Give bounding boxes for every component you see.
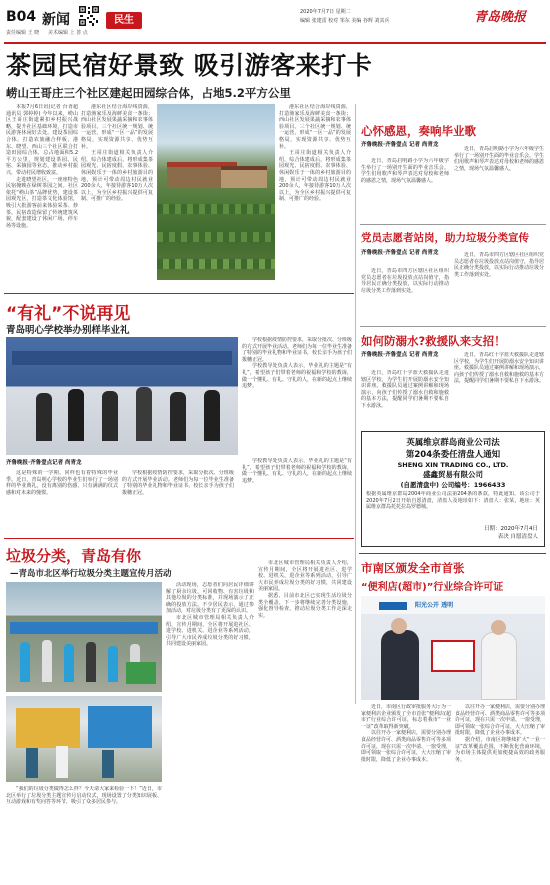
main-headline: 茶园民宿好景致 吸引游客来打卡: [6, 51, 373, 80]
drowning-story-column-2: [454, 352, 544, 426]
tea-garden-photo: [157, 104, 275, 280]
photo-wall-sign: 阳光公开 透明: [415, 602, 454, 609]
masthead: [0, 0, 550, 44]
main-paragraph-1: 本报7月6日讯(记者 台胥超 通讯员 郭婷婷) 今年以来，崂山区王哥庄街道紧扣乡村振兴战略，提升社区基础环境，打造市民游客休闲好去处。建设茶园综合体，打造农旅融合样板，港东、晓望、西山三个社区联合打造田园综合体，总占地面积5.2平方公里，规划建设茶园、民宿、采摘园等业态，推动乡村振兴，带动村民增收致富。: [6, 104, 78, 176]
graduation-story-right-column: [242, 337, 352, 455]
graduation-story-column-2: [122, 470, 234, 532]
notice-status: (自愿清盘中) 公司编号：1966433: [400, 481, 506, 489]
garbage-story-column-1: [6, 786, 162, 876]
music-story-column-2: [454, 146, 544, 220]
graduation-headline: “有礼”不说再见: [6, 304, 131, 324]
graduation-story-column-1: [6, 470, 118, 532]
main-story-column-1: [6, 104, 78, 286]
notice-date: 日期：2020年7月4日: [484, 526, 538, 532]
notice-title-1: 英属维京群岛商业公司法: [406, 438, 500, 448]
garbage-subheadline: —青岛市北区举行垃圾分类主题宣传月活动: [10, 569, 172, 579]
drowning-headline: 如何防溺水?救援队来支招！: [361, 334, 506, 348]
garbage-paragraph-2: 活动现场，志愿者们向居民详细讲解了厨余垃圾、可回收物、有害垃圾和其他垃圾的分类标准，并现场演示了正确的投放方法。不少居民表示，通过参加活动，对垃圾分类有了更深的认识。: [166, 582, 254, 615]
section-rule-3: [359, 553, 546, 554]
shop-story-column-1: [361, 704, 451, 876]
party-headline: 党员志愿者站岗，助力垃圾分类宣传: [361, 232, 529, 244]
drowning-byline: 齐鲁晚报·齐鲁壹点 记者 尚青龙: [361, 352, 439, 358]
right-divider-2: [360, 326, 546, 327]
garbage-event-photo: [6, 582, 162, 692]
shop-story-column-2: [455, 704, 545, 876]
graduation-byline: 齐鲁晚报·齐鲁壹点记者 尚青龙: [6, 460, 82, 466]
page-number: B04: [6, 9, 37, 25]
column-divider: [355, 104, 356, 704]
notice-company-en: SHENG XIN TRADING CO., LTD.: [397, 461, 509, 469]
garbage-story-column-2: [166, 582, 254, 876]
staff-credits: 编辑 张建雷 校对 邹东 美编 谷辉 刘其兵: [300, 18, 390, 24]
section-rule-1: [4, 293, 354, 294]
main-paragraph-3b: 港东社区结合海岸线资源，打造渔家乐及海鲜美食一条街；西山社区发展果蔬采摘和农事体验项目。三个社区统一规划、统一运营，形成“一区一品”的发展格局，实现资源共享、优势互补。: [279, 104, 351, 150]
notice-title-2: 第204条委任清盘人通知: [405, 450, 501, 460]
main-subheadline: 崂山王哥庄三个社区建起田园综合体，占地5.2平方公里: [6, 86, 291, 100]
license-ceremony-photo: [361, 596, 545, 700]
music-byline: 齐鲁晚报·齐鲁壹点 记者 尚青龙: [361, 142, 439, 148]
shop-headline: 市南区颁发全市首张: [361, 561, 465, 575]
right-divider-1: [360, 224, 546, 225]
music-headline: 心怀感恩，奏响毕业歌: [361, 124, 476, 138]
party-paragraph-1b: 近日，青岛市四方区辖区社区组织党员志愿者在垃圾投放点站岗值守，指导居民正确分类投放，以实际行动推动垃圾分类工作落到实处。: [454, 252, 544, 278]
music-story-column-1: [361, 158, 449, 220]
drowning-story-column-1: [361, 370, 449, 426]
graduation-paragraph-3b: 学校教导处负责人表示，毕业礼的主题是“有礼”，希望孩子们带着老师的祝福和学校的教诲，做一个懂礼、有礼、守礼的人，在新的起点上继续追梦。: [242, 458, 352, 484]
shop-paragraph-1: 近日，市南区行政审批服务大厅为一家便利店企业颁发了全市首张“便利店(超市)”行业综合许可证，标志着我市“一业一证”改革取得新突破。: [361, 704, 451, 730]
garbage-booth-photo: [6, 696, 162, 782]
garbage-paragraph-4: 据悉，目前市北区已实现生活垃圾分类全覆盖，下一步将继续完善分类设施，强化督导检查，推动垃圾分类工作走深走实。: [258, 592, 352, 619]
drowning-paragraph-1b: 近日，青岛红十字蓝天救援队走进辖区学校，为学生们开展防溺水安全知识讲座。救援队员通过案例讲解和现场演示，向孩子们传授了溺水自救和施救的基本方法，提醒同学们暑期不要私自下水游泳。: [454, 352, 544, 385]
notice-company-cn: 盛鑫贸易有限公司: [423, 470, 483, 479]
graduation-paragraph-2b: 学校根据疫情防控要求，采取分批次、分班级的方式开展毕业活动。老师们为每一位毕业生准备了特别的毕业礼物和毕业证书，校长亲手为孩子们拨穗正冠。: [122, 470, 234, 496]
shop-paragraph-2: 以往开办一家便利店，需要分别办理食品经营许可、酒类商品零售许可等多项许可证，现在只需一次申请、一窗受理，即可领取一张综合许可证，大大压缩了审批时限，降低了企业办事成本。: [361, 730, 451, 763]
masthead-rule: [4, 42, 546, 44]
garbage-paragraph-1: “我们的垃圾分类做得怎么样？今天请大家来检验一下！”近日，市北区举行了垃圾分类主题宣传月启动仪式，现场设置了分类知识展板、互动游戏和有奖问答等环节，吸引了众多居民参与。: [6, 786, 162, 806]
drowning-paragraph-1: 近日，青岛红十字蓝天救援队走进辖区学校，为学生们开展防溺水安全知识讲座。救援队员通过案例讲解和现场演示，向孩子们传授了溺水自救和施救的基本方法，提醒同学们暑期不要私自下水游泳。: [361, 370, 449, 409]
graduation-paragraph-1: 这是特殊的一学期，同样也有着特殊的毕业季。近日，青岛明心学校的毕业生们举行了一场别样的毕业典礼，没有离别的伤感，只有满满的仪式感和对未来的憧憬。: [6, 470, 118, 496]
graduation-photo: [6, 337, 238, 455]
garbage-story-column-3: [258, 560, 352, 876]
main-story-column-3: [279, 104, 351, 286]
notice-body: 根据英属维京群岛2004年商业公司法第204条的条款，特此通知，该公司于2020年7月2日开始自愿清盘，清盘人及地址如下：清盘人：张某，地址：英属维京群岛托托拉岛罗德城。: [366, 491, 540, 511]
shop-headline-line-2: “便利店(超市)”行业综合许可证: [361, 582, 504, 593]
editor-credit: 责任编辑 王 晓: [6, 30, 40, 36]
section-tag-label: 民生: [114, 15, 134, 26]
section-rule-2: [4, 538, 354, 539]
shop-paragraph-2b: 以往开办一家便利店，需要分别办理食品经营许可、酒类商品零售许可等多项许可证，现在只需一次申请、一窗受理，即可领取一张综合许可证，大大压缩了审批时限，降低了企业办事成本。: [455, 704, 545, 737]
garbage-paragraph-3b: 市北区城市管理局相关负责人介绍，宣传月期间，全区将开展进社区、进学校、进机关、进企业等系列活动，引导广大市民养成垃圾分类的好习惯，共同建设美丽家园。: [258, 560, 352, 593]
main-story-column-2: [81, 104, 153, 286]
graduation-paragraph-2: 学校根据疫情防控要求，采取分批次、分班级的方式开展毕业活动。老师们为每一位毕业生准备了特别的毕业礼物和毕业证书，校长亲手为孩子们拨穗正冠。: [242, 337, 352, 363]
main-paragraph-2: 走进晓望社区，一座座特色民宿掩映在绿树茶园之间。社区依托“崂山茶”品牌优势，建设茶园观光区，打造茶文化体验馆，吸引大批游客前来体验采茶、炒茶。民宿改造保留了传统建筑风貌，配套建设了休闲广场、停车场等设施。: [6, 176, 78, 229]
graduation-story-column-3: [242, 458, 352, 532]
issue-date: 2020年7月7日 星期二: [300, 9, 351, 15]
music-paragraph-1: 近日，青岛启明路小学为六年级学生举行了一场别开生面的毕业音乐会。学生们用歌声和琴声表达对母校和老师的感恩之情，现场气氛温馨感人。: [361, 158, 449, 184]
notice-signer: 表决 自愿清盘人: [497, 534, 538, 540]
music-paragraph-1b: 近日，青岛启明路小学为六年级学生举行了一场别开生面的毕业音乐会。学生们用歌声和琴声表达对母校和老师的感恩之情，现场气氛温馨感人。: [454, 146, 544, 172]
main-paragraph-4b: 王哥庄街道相关负责人介绍，综合体建成后，将形成集茶园观光、民宿度假、农事体验、休闲娱乐于一体的乡村旅游目的地，预计可带动周边村民就业200余人，年接待游客10万人次以上，为全区乡村振兴提供可复制、可推广的经验。: [279, 150, 351, 203]
party-story-column-1: [361, 268, 449, 322]
newspaper-logo: 青岛晚报: [474, 10, 527, 25]
qr-code-icon[interactable]: [78, 5, 100, 27]
party-story-column-2: [454, 252, 544, 322]
liquidation-notice: [361, 431, 545, 547]
party-paragraph-1: 近日，青岛市四方区辖区社区组织党员志愿者在垃圾投放点站岗值守，指导居民正确分类投放，以实际行动推动垃圾分类工作落到实处。: [361, 268, 449, 294]
party-byline: 齐鲁晚报·齐鲁壹点 记者 尚青龙: [361, 250, 439, 256]
graduation-paragraph-3: 学校教导处负责人表示，毕业礼的主题是“有礼”，希望孩子们带着老师的祝福和学校的教诲，做一个懂礼、有礼、守礼的人，在新的起点上继续追梦。: [242, 363, 352, 390]
shop-paragraph-3: 据介绍，市南区将继续扩大“一业一证”改革覆盖范围，不断优化营商环境，为市场主体提供更加便捷高效的政务服务。: [455, 736, 545, 763]
garbage-paragraph-3: 市北区城市管理局相关负责人介绍，宣传月期间，全区将开展进社区、进学校、进机关、进企业等系列活动，引导广大市民养成垃圾分类的好习惯，共同建设美丽家园。: [166, 614, 254, 648]
main-paragraph-4: 王哥庄街道相关负责人介绍，综合体建成后，将形成集茶园观光、民宿度假、农事体验、休闲娱乐于一体的乡村旅游目的地，预计可带动周边村民就业200余人，年接待游客10万人次以上，为全区乡村振兴提供可复制、可推广的经验。: [81, 150, 153, 203]
main-paragraph-3: 港东社区结合海岸线资源，打造渔家乐及海鲜美食一条街；西山社区发展果蔬采摘和农事体验项目。三个社区统一规划、统一运营，形成“一区一品”的发展格局，实现资源共享、优势互补。: [81, 104, 153, 150]
section-tag: [106, 12, 142, 29]
garbage-headline: 垃圾分类，青岛有你: [6, 547, 142, 565]
section-name: 新闻: [42, 12, 70, 28]
graduation-subheadline: 青岛明心学校举办别样毕业礼: [6, 325, 130, 336]
designer-credit: 美术编辑 上 善 点: [48, 30, 88, 36]
